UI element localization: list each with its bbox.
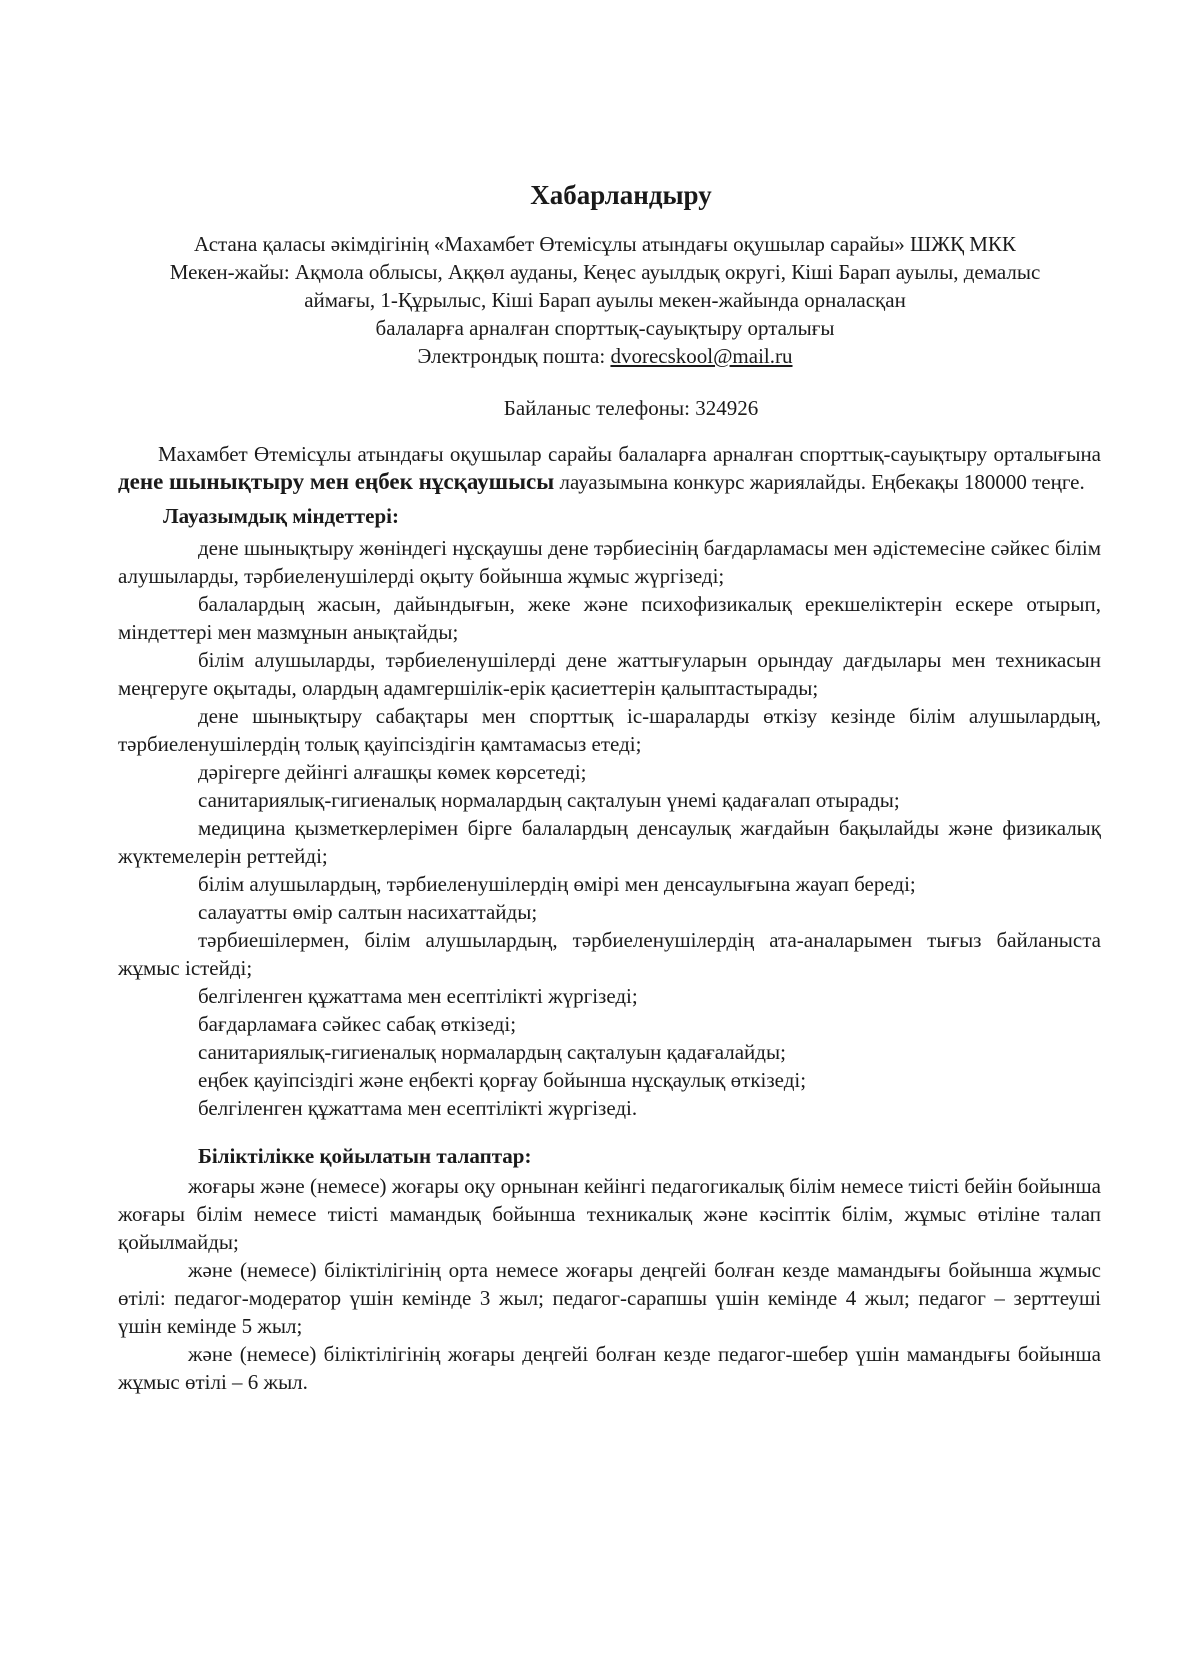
duty-item: салауатты өмір салтын насихаттайды; [198,900,538,924]
duty-item: балалардың жасын, дайындығын, жеке және психофизикалық ерекшеліктерін ескере отырып, міндеттері мен мазмұнын анықтайды; [118,592,1101,644]
intro-part-2: лауазымына конкурс жариялайды. Еңбекақы 180000 теңге. [554,470,1085,494]
duty-item: белгіленген құжаттама мен есептілікті жүргізеді. [198,1096,638,1120]
address-line-2: аймағы, 1-Құрылыс, Кіші Барап ауылы мекен-жайында орналасқан [304,288,906,312]
phone-line: Байланыс телефоны: 324926 [503,396,759,420]
address-line-3: балаларға арналған спорттық-сауықтыру орталығы [375,316,835,340]
header-block [110,230,1100,370]
email-line [110,342,1100,370]
duty-item: дене шынықтыру сабақтары мен спорттық іс-шараларды өткізу кезінде білім алушылардың, тәрбиеленушілердің толық қауіпсіздігін қамтамасыз етеді; [118,704,1101,756]
email-label: Электрондық пошта: [417,344,611,368]
requirements-heading: Біліктілікке қойылатын талаптар: [198,1144,532,1168]
email-link[interactable]: dvorecskool@mail.ru [610,344,793,368]
address-line-1: Мекен-жайы: Ақмола облысы, Аққөл ауданы, Кеңес ауылдық округі, Кіші Барап ауылы, демалыс [169,260,1041,284]
duty-item: белгіленген құжаттама мен есептілікті жүргізеді; [198,984,638,1008]
org-line: Астана қаласы әкімдігінің «Махамбет Өтемісұлы атындағы оқушылар сарайы» ШЖҚ МКК [194,232,1016,256]
intro-paragraph [118,440,1101,496]
duty-item: дене шынықтыру жөніндегі нұсқаушы дене тәрбиесінің бағдарламасы мен әдістемесіне сәйкес білім алушыларды, тәрбиеленушілерді оқыту бойынша жұмыс жүргізеді; [118,536,1101,588]
requirement-item: жоғары және (немесе) жоғары оқу орнынан кейінгі педагогикалық білім немесе тиісті бейін бойынша жоғары білім немесе тиісті мамандық бойынша техникалық және кәсіптік білім, жұмыс өтіліне талап қойылмайды; [118,1174,1101,1254]
duty-item: білім алушылардың, тәрбиеленушілердің өмірі мен денсаулығына жауап береді; [198,872,916,896]
duty-item: еңбек қауіпсіздігі және еңбекті қорғау бойынша нұсқаулық өткізеді; [198,1068,807,1092]
duty-item: санитариялық-гигиеналық нормалардың сақталуын үнемі қадағалап отырады; [198,788,900,812]
duty-item: дәрігерге дейінгі алғашқы көмек көрсетеді; [198,760,587,784]
position-title: дене шынықтыру мен еңбек нұсқаушысы [118,469,555,494]
requirements-list [118,1172,1101,1396]
requirement-item: және (немесе) біліктілігінің жоғары деңгейі болған кезде педагог-шебер үшін мамандығы бойынша жұмыс өтілі – 6 жыл. [118,1342,1101,1394]
duty-item: тәрбиешілермен, білім алушылардың, тәрбиеленушілердің ата-аналарымен тығыз байланыста жұмыс істейді; [118,928,1101,980]
requirement-item: және (немесе) біліктілігінің орта немесе жоғары деңгейі болған кезде мамандығы бойынша жұмыс өтілі: педагог-модератор үшін кемінде 3 жыл; педагог-сарапшы үшін кемінде 4 жыл; педагог – зерттеуші үшін кемінде 5 жыл; [118,1258,1101,1338]
duty-item: медицина қызметкерлерімен бірге балалардың денсаулық жағдайын бақылайды және физикалық жүктемелерін реттейді; [118,816,1101,868]
duty-item: білім алушыларды, тәрбиеленушілерді дене жаттығуларын орындау дағдылары мен техникасын меңгеруге оқытады, олардың адамгершілік-ерік қасиеттерін қалыптастырады; [118,648,1101,700]
page-title: Хабарландыру [530,180,712,210]
document-body [118,440,1101,1396]
intro-part-1: Махамбет Өтемісұлы атындағы оқушылар сарайы балаларға арналған спорттық-сауықтыру орталығына [158,442,1101,466]
duty-item: санитариялық-гигиеналық нормалардың сақталуын қадағалайды; [198,1040,786,1064]
duties-heading: Лауазымдық міндеттері: [163,504,399,528]
duties-list [118,534,1101,1122]
duty-item: бағдарламаға сәйкес сабақ өткізеді; [198,1012,517,1036]
